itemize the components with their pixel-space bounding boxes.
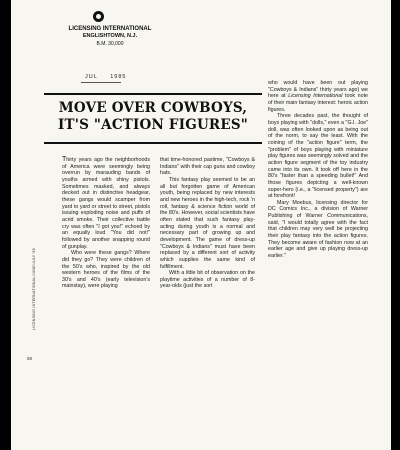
publisher-logo [93,11,104,22]
paragraph: Three decades past, the thought of boys playing with "dolls," even a "G.I. Joe" doll, was often looked upon as being out of the norm, to say the least. With the coining of the "action figure" term, the "problem" of boys playing with miniature play figures was seemingly solved and the action figure segment of the toy industry came into its own. It took off here in the 80's "faster than a speeding bullet!" And those figures depicting a well-known super-hero (i.e., a "licensed property") are at forefront! [268,113,368,200]
date-underline [81,82,121,83]
publisher-name: LICENSING INTERNATIONAL [68,26,152,32]
page-number: 58 [27,356,33,361]
publisher-location: ENGLISHTOWN, N.J. [82,33,138,39]
paragraph: With a little bit of observation on the playtime activities of a number of 8-year-olds (just the sort [160,270,255,290]
article-column-1 [62,157,150,290]
paragraph: Who were these gangs? Where did they go? They were children of the 50's who, inspired by the old western heroes of the films of the 30's and 40's (early television's mainstay), were playing [62,250,150,290]
article-column-3 [268,80,368,260]
clip-date-stamp: JUL 1985 [85,74,127,80]
headline-rule-bottom [44,142,262,144]
running-footer-vertical: LICENSING INTERNATIONAL/JUNE/JULY '85 [32,248,36,330]
paragraph: who would have been out playing "Cowboys & Indians" thirty years ago) we here at Licensing International took note of their main fantasy interest: heroic action figures. [268,80,368,113]
paragraph: that time-honored pastime, "Cowboys & Indians" with their cap guns and cowboy hats. [160,157,255,177]
publisher-circulation: B.M. 30,000 [96,41,124,47]
paragraph: This fantasy play seemed to be an all but forgotten game of American youth, being replaced by new interests and new heroes in the high-tech, rock 'n roll, fantasy & science fiction world of the 80's. However, social scientists have often stated that such fantasy play-acting during youth is a normal and necessary part of growing up and development. The game of dress-up "Cowboys & Indians" must have been replaced by a different sort of activity which supplies the same kind of fulfillment. [160,176,255,270]
clipping-page [11,0,391,450]
drop-cap: T [62,156,67,163]
headline [44,100,262,134]
headline-line-1: MOVE OVER COWBOYS, [58,100,248,116]
headline-rule-top [44,93,262,95]
article-column-2 [160,157,255,290]
headline-line-2: IT'S "ACTION FIGURES" [57,117,249,133]
paragraph: Thirty years ago the neighborhoods of America were seemingly being overrun by marauding bands of youths armed with shiny pistols. Sometimes masked, and always decked out in distinctive headgear, these gangs would scamper from yard to yard or street to street, pistols issuing exploding noise and puffs of acrid smoke. Their collective battle cry was often "I got you!" echoed by an equally loud "You did not!" followed by another snapping round of gunplay. [62,156,150,250]
paragraph: Mary Moebus, licensing director for DC Comics Inc., a division of Warner Publishing of Warner Communications, said, "I would totally agree with the fact that children may very well be projecting their play fantasy into the action figures. They become aware of fashion now at an earlier age and give up playing dress-up earlier." [268,199,368,260]
